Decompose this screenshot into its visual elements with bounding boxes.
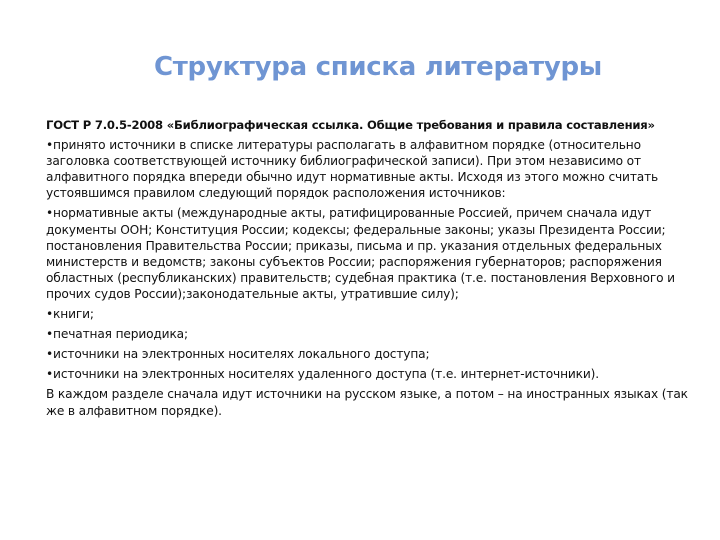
- bullet-item: • источники на электронных носителях удаленного доступа (т.е. интернет-источники).: [46, 366, 698, 382]
- bullet-item: • нормативные акты (международные акты, ратифицированные Россией, причем сначала идут документы ООН; Конституция России; кодексы; федеральные законы; указы Президента России; постановления Правительства России; приказы, письма и пр. указания отдельных федеральных министерств и ведомств; законы субъектов России; распоряжения губернаторов; распоряжения областных (республиканских) правительств; судебная практика (т.е. постановления Верховного и прочих судов России);законодательные акты, утратившие силу);: [46, 205, 698, 302]
- slide-title: Структура списка литературы: [154, 52, 602, 82]
- bullet-item: • источники на электронных носителях локального доступа;: [46, 346, 698, 362]
- bullet-item: • книги;: [46, 306, 698, 322]
- slide-body: [46, 117, 698, 423]
- bullet-item: • печатная периодика;: [46, 326, 698, 342]
- gost-heading: ГОСТ Р 7.0.5-2008 «Библиографическая ссылка. Общие требования и правила составления»: [46, 118, 655, 132]
- closing-paragraph: В каждом разделе сначала идут источники на русском языке, а потом – на иностранных языках (так же в алфавитном порядке).: [46, 387, 688, 418]
- bullet-item: • принято источники в списке литературы располагать в алфавитном порядке (относительно заголовка соответствующей источнику библиографической записи). При этом независимо от алфавитного порядка впереди обычно идут нормативные акты. Исходя из этого можно считать устоявшимся правилом следующий порядок расположения источников:: [46, 137, 698, 201]
